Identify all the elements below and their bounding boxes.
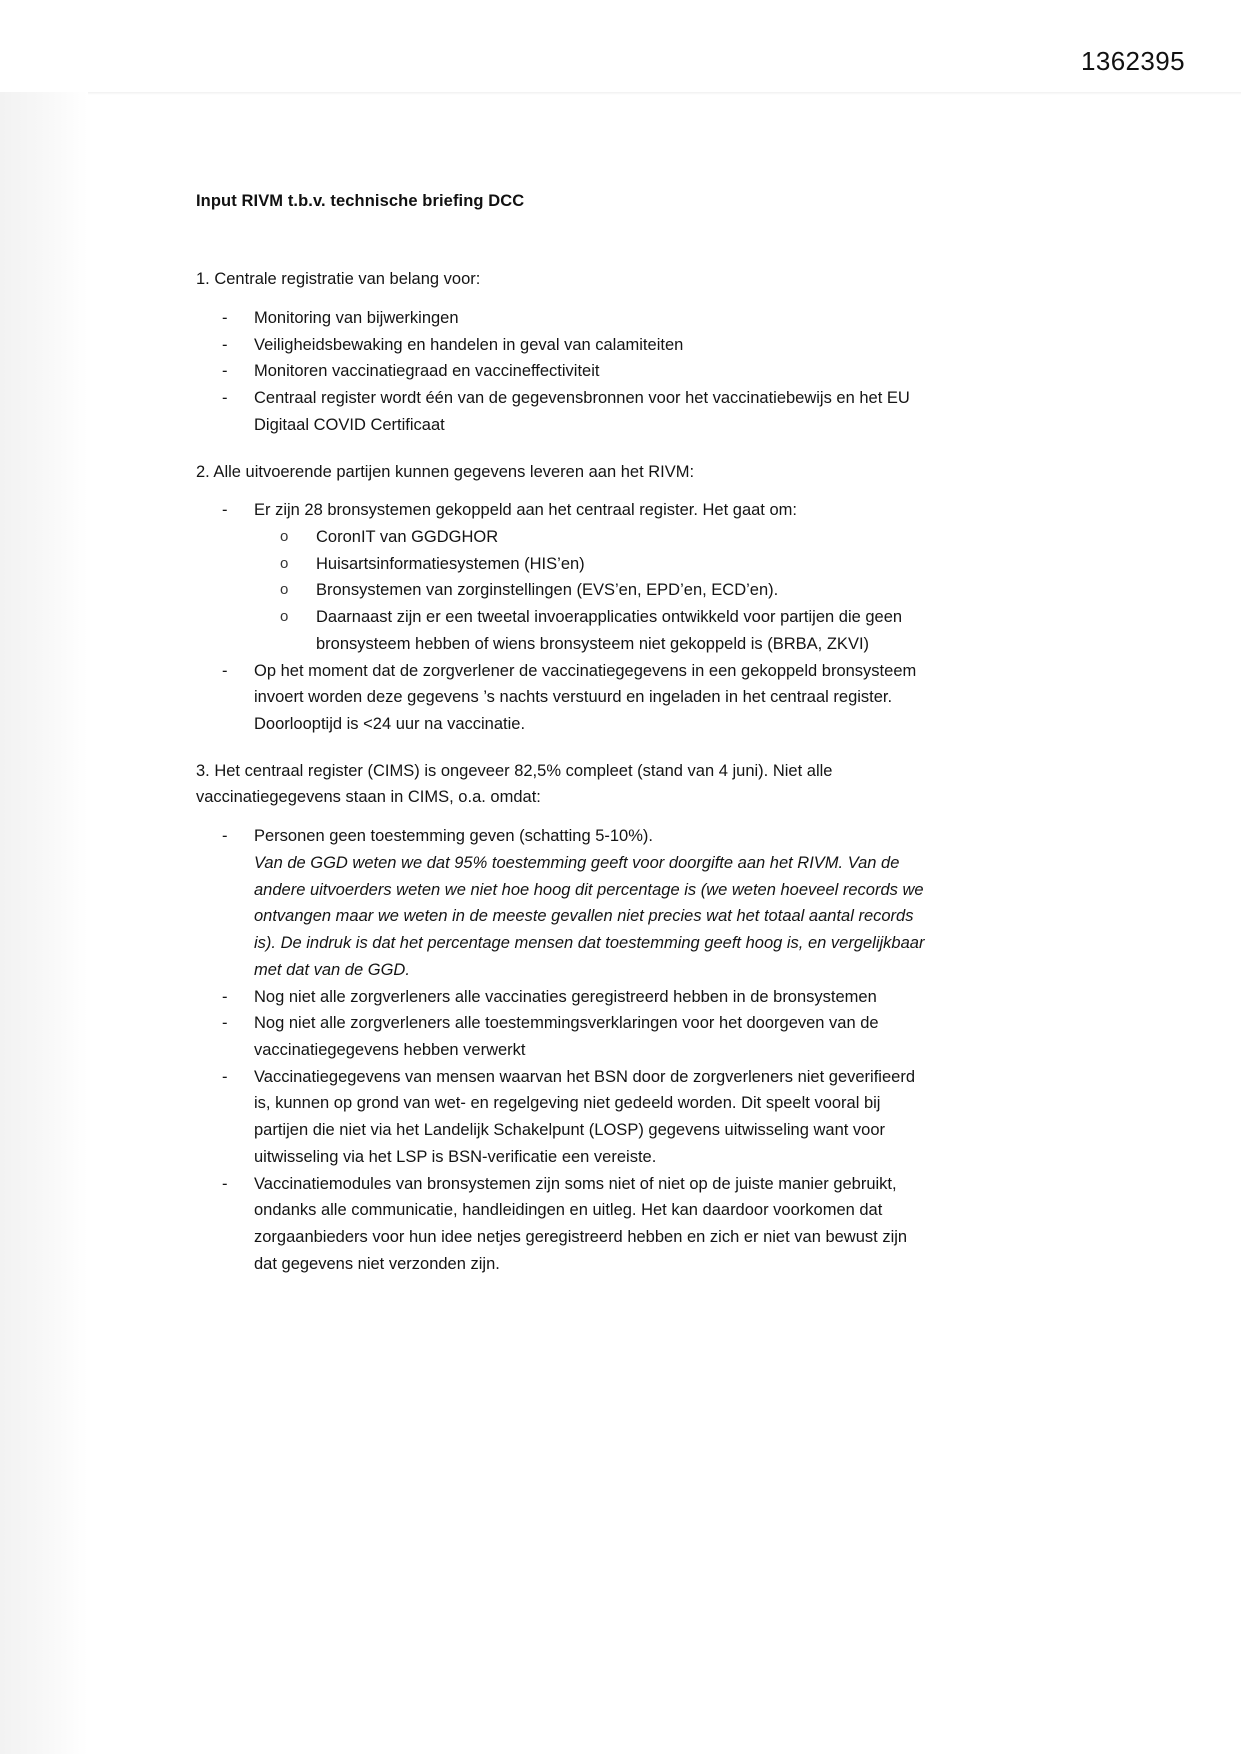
- dash-bullet-marker: -: [222, 1014, 228, 1033]
- list-item-text: Vaccinatiegegevens van mensen waarvan het BSN door de zorgverleners niet geverifieerd is, kunnen op grond van wet- en regelgeving niet gedeeld worden. Dit speelt vooral bij partijen die niet via het Landelijk Schakelpunt (LOSP) gegevens uitwisseling want voor uitwisseling via het LSP is BSN-verificatie een vereiste.: [254, 1067, 915, 1166]
- sub-list-item: [254, 524, 928, 551]
- dash-bullet-marker: -: [222, 501, 228, 520]
- list-item: [196, 385, 928, 438]
- dash-bullet-marker: -: [222, 827, 228, 846]
- list-item: [196, 1171, 928, 1278]
- list-item-text: Centraal register wordt één van de gegevensbronnen voor het vaccinatiebewijs en het EU Digitaal COVID Certificaat: [254, 389, 910, 434]
- list-item: [196, 305, 928, 332]
- list-item-text: Monitoring van bijwerkingen: [254, 308, 459, 327]
- section-1-bullet-list: [196, 305, 928, 439]
- scan-edge-top: [0, 92, 1241, 95]
- dash-bullet-marker: -: [222, 308, 228, 327]
- circle-bullet-marker: o: [280, 581, 289, 599]
- section-3-heading: 3. Het centraal register (CIMS) is ongeveer 82,5% compleet (stand van 4 juni). Niet alle vaccinatiegegevens staan in CIMS, o.a. omdat:: [196, 761, 833, 807]
- sub-list-item: [254, 577, 928, 604]
- circle-bullet-marker: o: [280, 608, 289, 626]
- list-item: [196, 358, 928, 385]
- sub-list-item: [254, 551, 928, 578]
- dash-bullet-marker: -: [222, 362, 228, 381]
- document-title: Input RIVM t.b.v. technische briefing DCC: [196, 192, 525, 210]
- dash-bullet-marker: -: [222, 1067, 228, 1086]
- circle-bullet-marker: o: [280, 554, 289, 572]
- list-item-text: Monitoren vaccinatiegraad en vaccineffectiviteit: [254, 362, 600, 381]
- list-item: [196, 658, 928, 738]
- list-item: [196, 823, 928, 983]
- list-item: [196, 497, 928, 657]
- dash-bullet-marker: -: [222, 661, 228, 680]
- sub-list-item-text: CoronIT van GGDGHOR: [316, 528, 499, 547]
- sub-list-item-text: Bronsystemen van zorginstellingen (EVS’en, EPD’en, ECD’en).: [316, 581, 779, 600]
- sub-list-item-text: Huisartsinformatiesystemen (HIS’en): [316, 554, 585, 573]
- sub-list-item-text: Daarnaast zijn er een tweetal invoerapplicaties ontwikkeld voor partijen die geen bronsysteem hebben of wiens bronsysteem niet gekoppeld is (BRBA, ZKVI): [316, 608, 903, 653]
- dash-bullet-marker: -: [222, 389, 228, 408]
- sub-list-item: [254, 604, 928, 657]
- list-item: [196, 984, 928, 1011]
- list-item-text: Nog niet alle zorgverleners alle vaccinaties geregistreerd hebben in de bronsystemen: [254, 987, 877, 1006]
- list-item-text: Op het moment dat de zorgverlener de vaccinatiegegevens in een gekoppeld bronsysteem invoert worden deze gegevens ’s nachts verstuurd en ingeladen in het centraal register. Doorlooptijd is <24 uur na vaccinatie.: [254, 661, 917, 734]
- section-3-bullet-list: [196, 823, 928, 1277]
- dash-bullet-marker: -: [222, 335, 228, 354]
- circle-bullet-marker: o: [280, 528, 289, 546]
- italic-note: Van de GGD weten we dat 95% toestemming geeft voor doorgifte aan het RIVM. Van de andere uitvoerders weten we niet hoe hoog dit percentage is (we weten hoeveel records we ontvangen maar we weten in de meeste gevallen niet precies wat het totaal aantal records is). De indruk is dat het percentage mensen dat toestemming geeft hoog is, en vergelijkbaar met dat van de GGD.: [254, 853, 925, 979]
- list-item: [196, 1010, 928, 1063]
- list-item-text: Personen geen toestemming geven (schatting 5-10%).: [254, 827, 653, 846]
- scan-edge-left: [0, 92, 88, 1754]
- dash-bullet-marker: -: [222, 1174, 228, 1193]
- section-2-heading: 2. Alle uitvoerende partijen kunnen gegevens leveren aan het RIVM:: [196, 462, 695, 481]
- dash-bullet-marker: -: [222, 987, 228, 1006]
- list-item: [196, 332, 928, 359]
- list-item: [196, 1064, 928, 1171]
- list-item-text: Vaccinatiemodules van bronsystemen zijn soms niet of niet op de juiste manier gebruikt, ondanks alle communicatie, handleidingen en uitleg. Het kan daardoor voorkomen dat zorgaanbieders voor hun idee netjes geregistreerd hebben en zich er niet van bewust zijn dat gegevens niet verzonden zijn.: [254, 1174, 908, 1273]
- document-number: 1362395: [1080, 46, 1185, 76]
- list-item-text: Veiligheidsbewaking en handelen in geval van calamiteiten: [254, 335, 684, 354]
- section-2-sub-bullet-list: [254, 524, 928, 658]
- section-1-heading: 1. Centrale registratie van belang voor:: [196, 270, 481, 289]
- document-body: [196, 190, 928, 1297]
- list-item-text: Nog niet alle zorgverleners alle toestemmingsverklaringen voor het doorgeven van de vaccinatiegegevens hebben verwerkt: [254, 1014, 879, 1059]
- list-item-text: Er zijn 28 bronsystemen gekoppeld aan het centraal register. Het gaat om:: [254, 501, 797, 520]
- section-2-bullet-list: [196, 497, 928, 737]
